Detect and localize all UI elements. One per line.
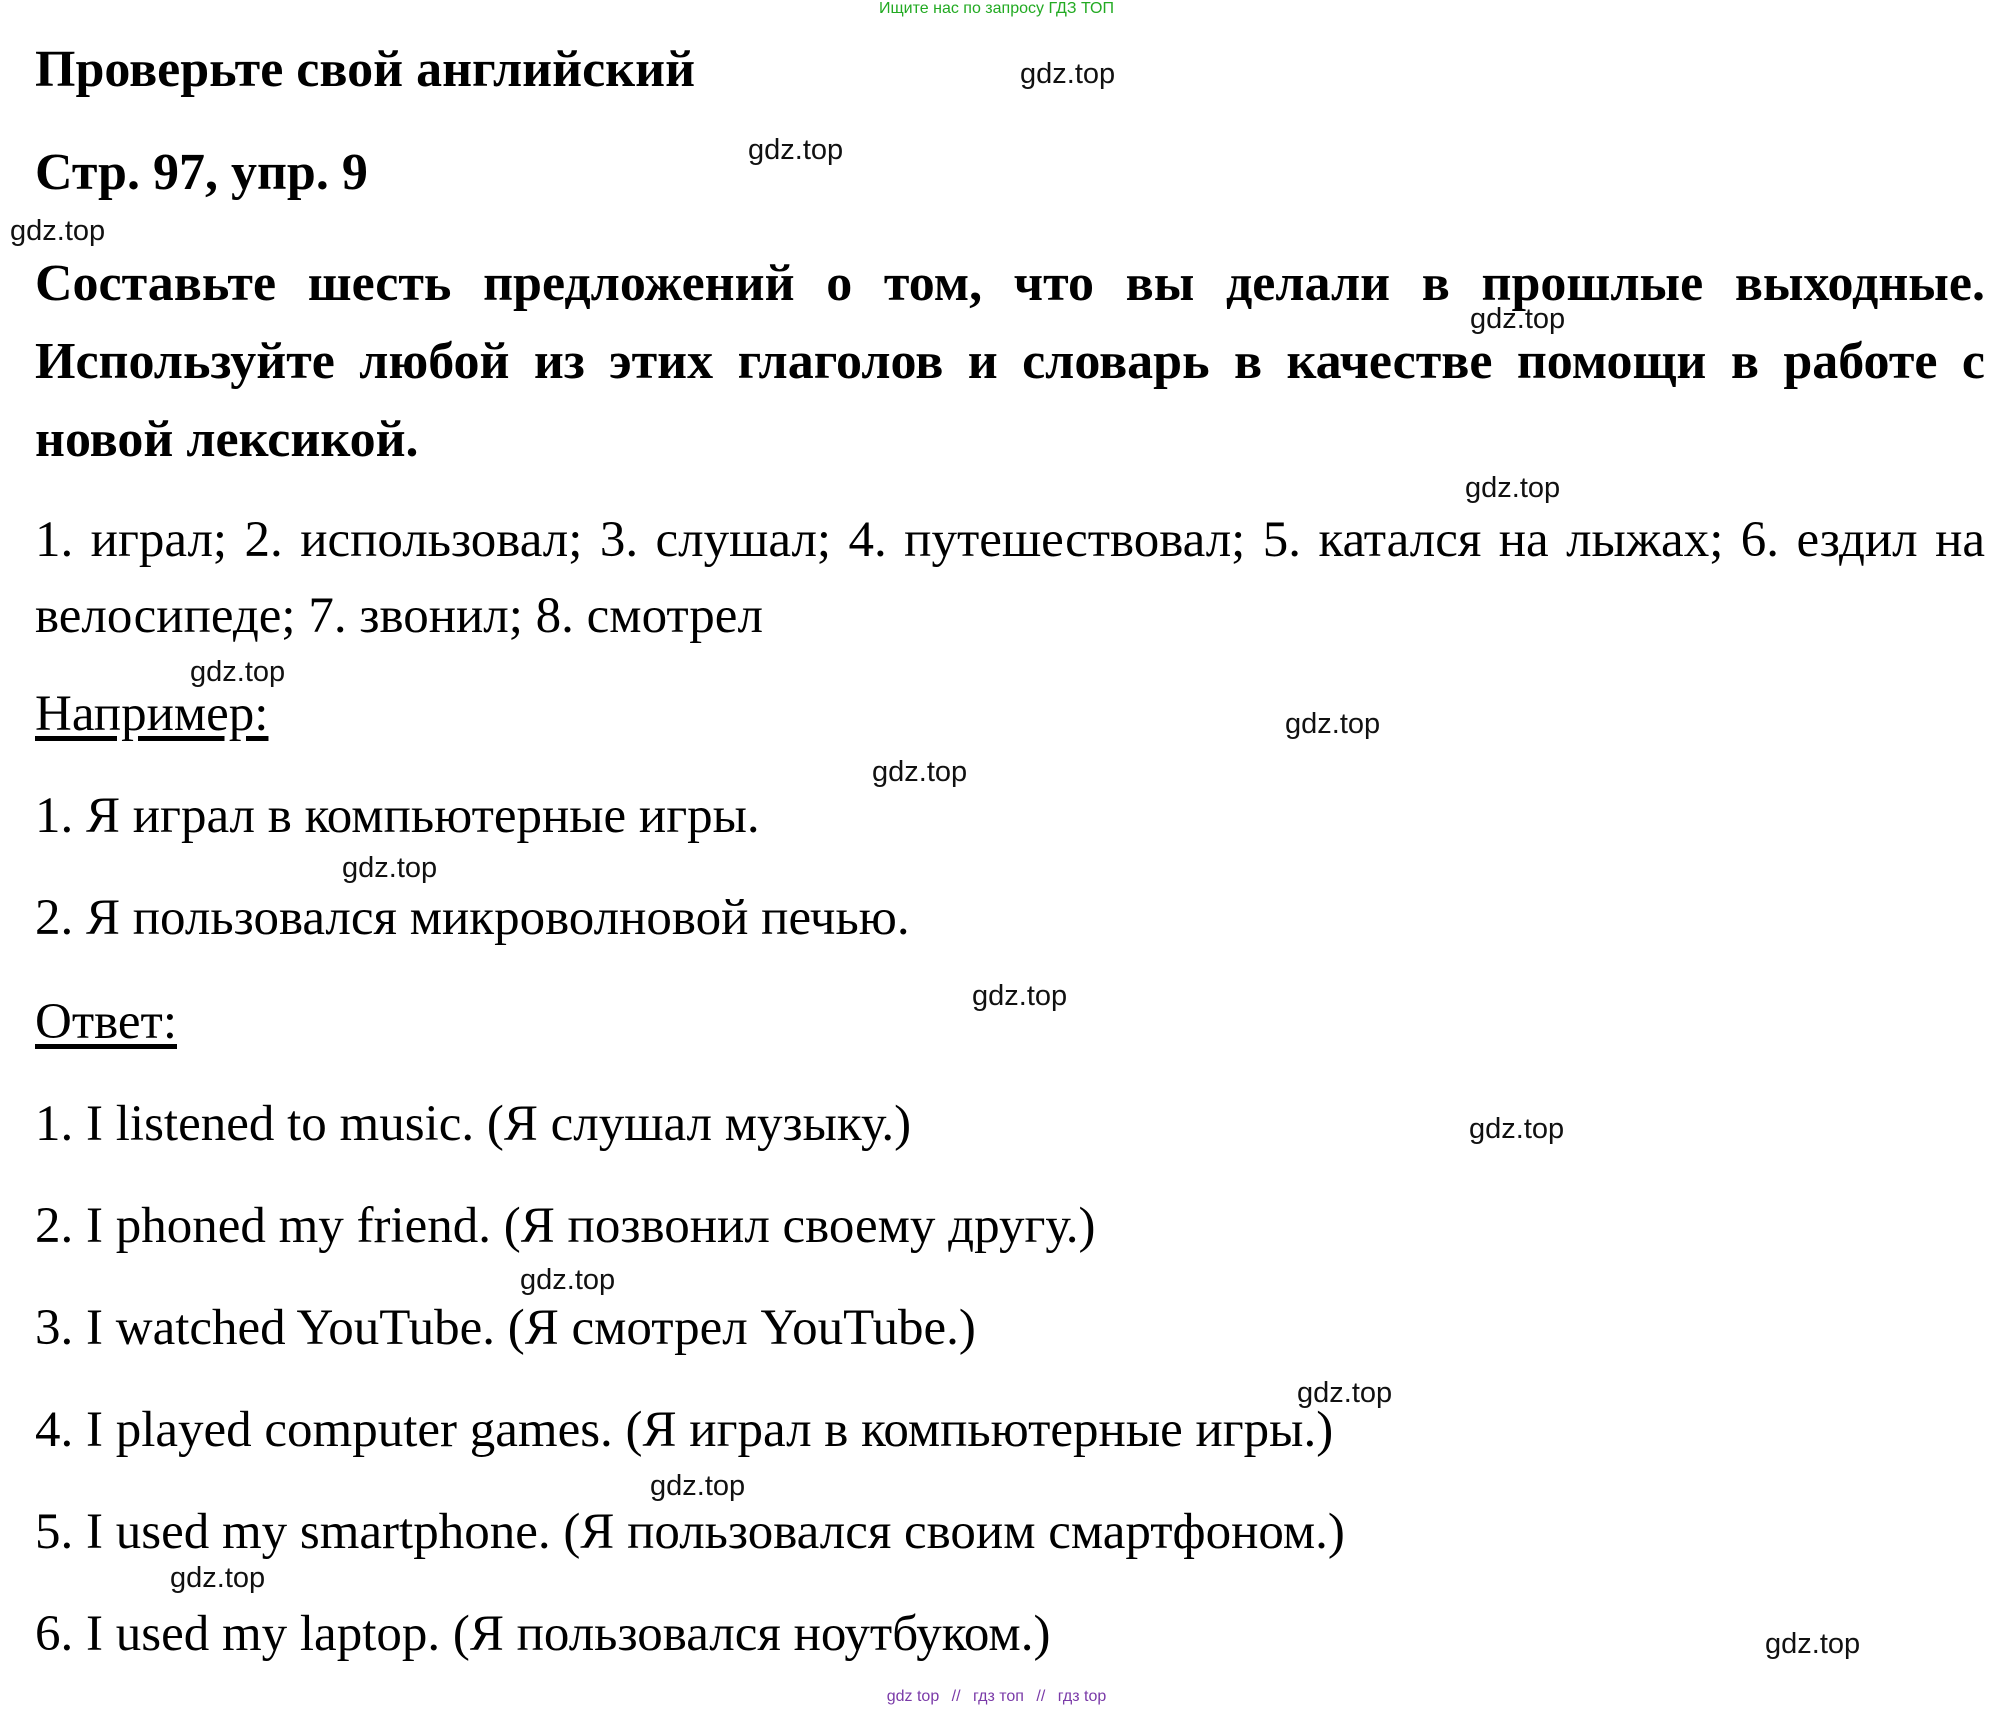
watermark: gdz.top bbox=[190, 656, 286, 688]
watermark: gdz.top bbox=[1465, 472, 1561, 504]
watermark: gdz.top bbox=[10, 215, 106, 247]
watermark: gdz.top bbox=[1020, 58, 1116, 90]
footer-link[interactable]: гдз топ bbox=[973, 1688, 1024, 1705]
footer-link[interactable]: gdz top bbox=[886, 1688, 940, 1705]
footer-links bbox=[0, 1688, 1993, 1706]
watermark: gdz.top bbox=[972, 980, 1068, 1012]
answer-item: 2. I phoned my friend. (Я позвонил своему другу.) bbox=[35, 1198, 1096, 1254]
watermark: gdz.top bbox=[1297, 1377, 1393, 1409]
watermark: gdz.top bbox=[170, 1562, 266, 1594]
watermark: gdz.top bbox=[650, 1470, 746, 1502]
answer-label: Ответ: bbox=[35, 994, 177, 1050]
watermark: gdz.top bbox=[1470, 303, 1566, 335]
answer-item: 4. I played computer games. (Я играл в компьютерные игры.) bbox=[35, 1402, 1334, 1458]
exercise-number: Стр. 97, упр. 9 bbox=[35, 144, 368, 201]
watermark: gdz.top bbox=[342, 852, 438, 884]
watermark: gdz.top bbox=[748, 134, 844, 166]
answer-item: 3. I watched YouTube. (Я смотрел YouTube.) bbox=[35, 1300, 976, 1356]
watermark: gdz.top bbox=[1285, 708, 1381, 740]
answer-item: 1. I listened to music. (Я слушал музыку.) bbox=[35, 1096, 912, 1152]
top-banner: Ищите нас по запросу ГДЗ ТОП bbox=[879, 0, 1114, 17]
watermark: gdz.top bbox=[1469, 1113, 1565, 1145]
example-label: Например: bbox=[35, 686, 269, 742]
example-item: 2. Я пользовался микроволновой печью. bbox=[35, 890, 910, 946]
footer-link[interactable]: гдз top bbox=[1057, 1688, 1107, 1705]
answer-item: 5. I used my smartphone. (Я пользовался своим смартфоном.) bbox=[35, 1504, 1345, 1560]
footer-separator: // bbox=[1036, 1688, 1046, 1705]
example-item: 1. Я играл в компьютерные игры. bbox=[35, 788, 760, 844]
page-title: Проверьте свой английский bbox=[35, 41, 696, 98]
answer-item: 6. I used my laptop. (Я пользовался ноутбуком.) bbox=[35, 1606, 1051, 1662]
watermark: gdz.top bbox=[1765, 1628, 1861, 1660]
watermark: gdz.top bbox=[872, 756, 968, 788]
task-text: Составьте шесть предложений о том, что вы делали в прошлые выходные. Используйте любой из этих глаголов и словарь в качестве помощи в работе с новой лексикой. bbox=[35, 255, 1985, 468]
watermark: gdz.top bbox=[520, 1264, 616, 1296]
footer-separator: // bbox=[951, 1688, 961, 1705]
verb-list: 1. играл; 2. использовал; 3. слушал; 4. путешествовал; 5. катался на лыжах; 6. ездил на велосипеде; 7. звонил; 8. смотрел bbox=[35, 512, 1985, 644]
